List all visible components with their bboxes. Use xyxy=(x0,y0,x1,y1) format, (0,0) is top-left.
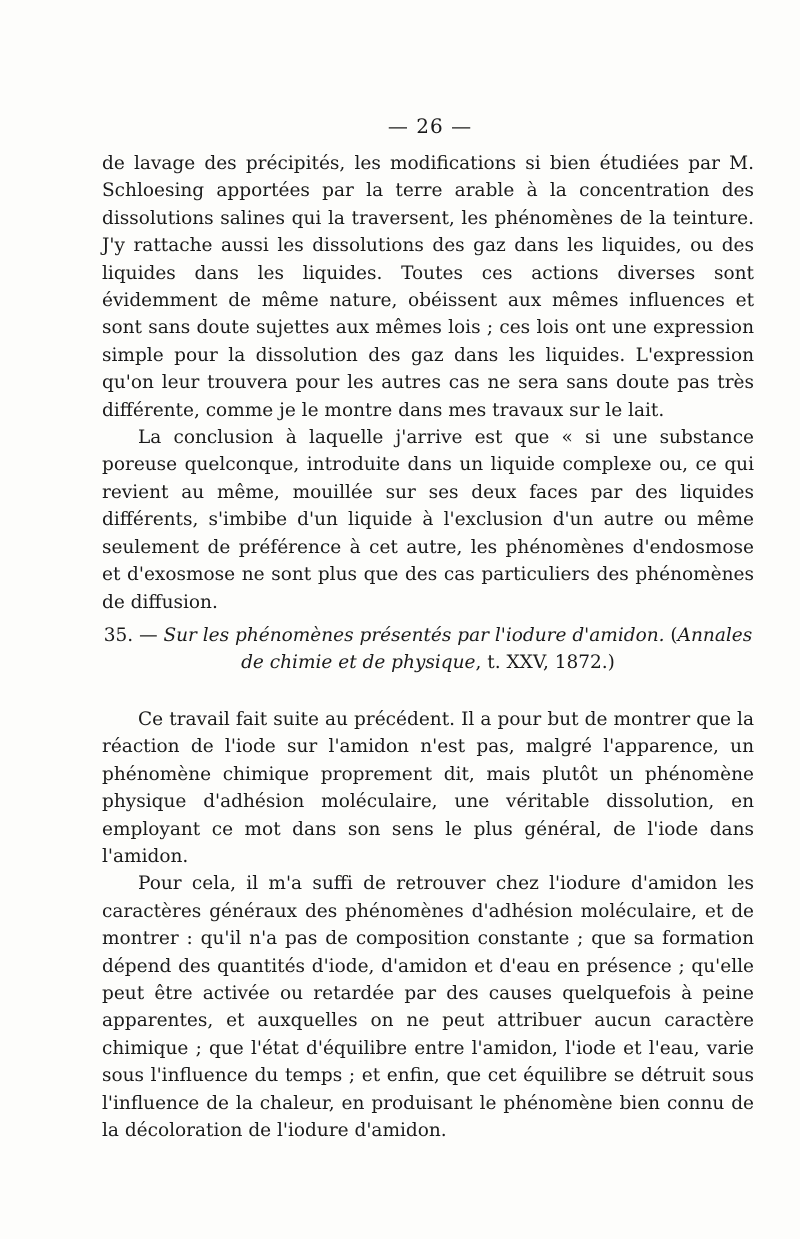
reference-open: ( xyxy=(664,625,678,646)
paragraph: de lavage des précipités, les modifications si bien étudiées par M. Schloesing apportées par la terre arable à la concentration des dissolutions salines qui la traversent, les phénomènes de la teinture. J'y rattache aussi les dissolutions des gaz dans les liquides, ou des liquides dans les liquides. Toutes ces actions diverses sont évidemment de même nature, obéissent aux mêmes influences et sont sans doute sujettes aux mêmes lois ; ces lois ont une expression simple pour la dissolution des gaz dans les liquides. L'expression qu'on leur trouvera pour les autres cas ne sera sans doute pas très différente, comme je le montre dans mes travaux sur le lait. xyxy=(102,153,754,421)
section-number: 35. — xyxy=(103,625,164,646)
section-title: Sur les phénomènes présentés par l'iodure d'amidon. xyxy=(163,625,665,646)
paragraph: La conclusion à laquelle j'arrive est que « si une substance poreuse quelconque, introduite dans un liquide complexe ou, ce qui revient au même, mouillée sur ses deux faces par des liquides différents, s'imbibe d'un liquide à l'exclusion d'un autre ou même seulement de préférence à cet autre, les phénomènes d'endosmose et d'exosmose ne sont plus que des cas particuliers des phénomènes de diffusion. xyxy=(102,427,754,613)
intro-text xyxy=(102,150,754,616)
section-heading xyxy=(102,622,754,677)
page-number: — 26 — xyxy=(387,114,473,138)
section-text xyxy=(102,706,754,1145)
reference-close: , t. XXV, 1872.) xyxy=(475,652,615,674)
journal-name: Annales de chimie et de physique xyxy=(241,625,753,674)
paragraph: Pour cela, il m'a suffi de retrouver chez l'iodure d'amidon les caractères généraux des phénomènes d'adhésion moléculaire, et de montrer : qu'il n'a pas de composition constante ; que sa formation dépend des quantités d'iode, d'amidon et d'eau en présence ; qu'elle peut être activée ou retardée par des causes quelquefois à peine apparentes, et auxquelles on ne peut attribuer aucun caractère chimique ; que l'état d'équilibre entre l'amidon, l'iode et l'eau, varie sous l'influence du temps ; et enfin, que cet équilibre se détruit sous l'influence de la chaleur, en produisant le phénomène bien connu de la décoloration de l'iodure d'amidon. xyxy=(102,873,754,1142)
paragraph: Ce travail fait suite au précédent. Il a pour but de montrer que la réaction de l'iode sur l'amidon n'est pas, malgré l'apparence, un phénomène chimique proprement dit, mais plutôt un phénomène physique d'adhésion moléculaire, une véritable dissolution, en employant ce mot dans son sens le plus général, de l'iode dans l'amidon. xyxy=(102,709,754,868)
